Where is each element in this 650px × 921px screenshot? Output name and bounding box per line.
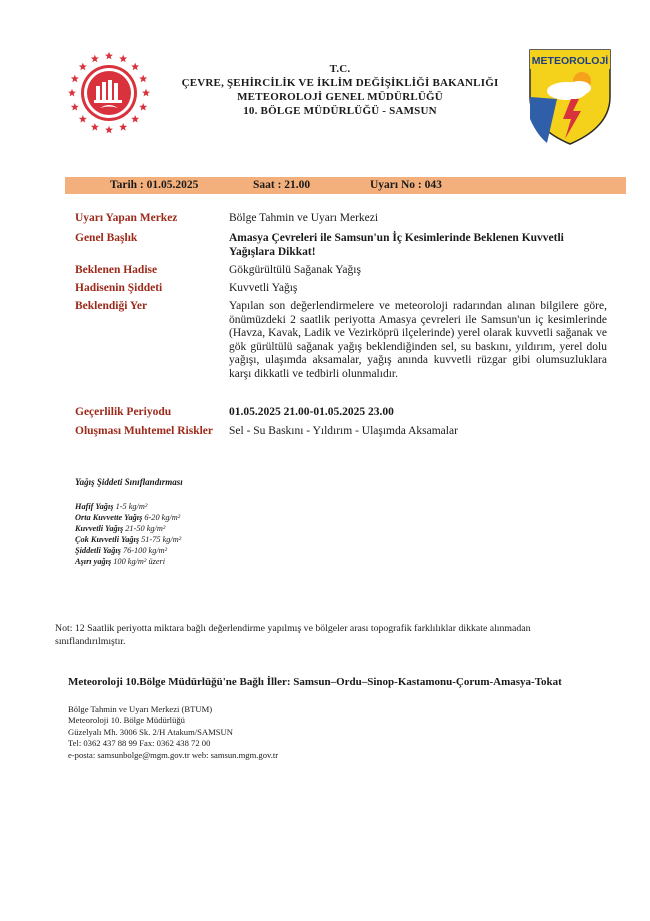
class-range: 1-5 kg/m² [115, 502, 148, 511]
emblem-star [142, 89, 150, 97]
logo-text: METEOROLOJİ [531, 55, 609, 67]
classification-item [75, 556, 181, 567]
warning-time: Saat : 21.00 [253, 179, 311, 191]
classification-item [75, 534, 181, 545]
expected-place-value: Yapılan son değerlendirmelere ve meteoroloji radarından alınan bilgilere göre, önümüzdeki 2 saatlik periyotta Amasya çevreleri ile Samsun'un iç kesimlerinde (Havza, Kavak, Ladik ve Vezirköprü ilçelerinde) yerel olarak kuvvetli sağanak ve gök gürültülü sağanak yağış beklendiğinden sel, su baskını, yıldırım, yerel dolu yağışı, ulaşımda aksamalar, yağış anında kuvvetli rüzgar gibi olumsuzluklara karşı dikkatli ve tedbirli olunmalıdır. [229, 300, 607, 380]
class-range: 100 kg/m² üzeri [113, 557, 166, 566]
emblem-star [91, 55, 99, 63]
footer-line-5: e-posta: samsunbolge@mgm.gov.tr web: samsun.mgm.gov.tr [68, 749, 279, 760]
emblem-star [91, 123, 99, 131]
class-name: Şiddetli Yağış [75, 546, 121, 555]
class-name: Kuvvetli Yağış [75, 524, 124, 533]
warning-date: Tarih : 01.05.2025 [110, 179, 199, 191]
risks-label: Oluşması Muhtemel Riskler [75, 425, 213, 437]
emblem-star [131, 63, 139, 71]
center-value: Bölge Tahmin ve Uyarı Merkezi [229, 212, 379, 224]
header-line-3: METEOROLOJİ GENEL MÜDÜRLÜĞÜ [237, 91, 443, 103]
emblem-star [79, 115, 87, 123]
footer-line-3: Güzelyalı Mh. 3006 Sk. 2/H Atakum/SAMSUN [68, 726, 233, 737]
class-range: 76-100 kg/m² [122, 546, 168, 555]
meteoroloji-logo [527, 47, 613, 147]
classification-list [75, 501, 181, 567]
emblem-star [139, 75, 147, 83]
emblem-star [119, 55, 127, 63]
class-range: 21-50 kg/m² [125, 524, 166, 533]
emblem-star [105, 52, 113, 60]
classification-title: Yağış Şiddeti Sınıflandırması [75, 477, 183, 487]
warning-info-bar [65, 177, 626, 194]
expected-event-label: Beklenen Hadise [75, 264, 158, 276]
emblem-star [79, 63, 87, 71]
footer-line-1: Bölge Tahmin ve Uyarı Merkezi (BTUM) [68, 704, 213, 714]
class-range: 51-75 kg/m² [141, 535, 182, 544]
general-title-label: Genel Başlık [75, 232, 138, 244]
class-name: Çok Kuvvetli Yağış [75, 535, 140, 544]
emblem-star [105, 126, 113, 134]
warning-number: Uyarı No : 043 [370, 179, 442, 191]
severity-value: Kuvvetli Yağış [229, 282, 298, 294]
classification-item [75, 512, 181, 523]
ministry-logo [66, 50, 152, 136]
risks-value: Sel - Su Baskını - Yıldırım - Ulaşımda Aksamalar [229, 425, 458, 437]
emblem-star [71, 75, 79, 83]
header-line-1: T.C. [329, 63, 351, 75]
emblem-star [131, 115, 139, 123]
header-line-4: 10. BÖLGE MÜDÜRLÜĞÜ - SAMSUN [243, 105, 437, 117]
header-title-block [150, 62, 530, 118]
footer-line-4: Tel: 0362 437 88 99 Fax: 0362 438 72 00 [68, 738, 211, 749]
validity-value: 01.05.2025 21.00-01.05.2025 23.00 [229, 406, 394, 418]
class-range: 6-20 kg/m² [144, 513, 181, 522]
general-title-value: Amasya Çevreleri ile Samsun'un İç Kesimlerinde Beklenen Kuvvetli Yağışlara Dikkat! [229, 232, 564, 258]
classification-item [75, 523, 181, 534]
class-name: Aşırı yağış [75, 557, 112, 566]
emblem-star [119, 123, 127, 131]
expected-event-value: Gökgürültülü Sağanak Yağış [229, 264, 361, 276]
contact-footer [68, 704, 278, 761]
classification-item [75, 545, 181, 556]
header-line-2: ÇEVRE, ŞEHİRCİLİK VE İKLİM DEĞİŞİKLİĞİ BAKANLIĞI [181, 77, 499, 89]
validity-label: Geçerlilik Periyodu [75, 406, 172, 418]
class-name: Orta Kuvvette Yağış [75, 513, 143, 522]
class-name: Hafif Yağış [75, 502, 114, 511]
note-text: Not: 12 Saatlik periyotta miktara bağlı değerlendirme yapılmış ve bölgeler arası topografik farklılıklar dikkate alınmadan sınıflandırılmıştır. [55, 623, 531, 647]
emblem-star [139, 103, 147, 111]
center-label: Uyarı Yapan Merkez [75, 212, 178, 224]
emblem-star [68, 89, 76, 97]
expected-place-label: Beklendiği Yer [75, 300, 148, 312]
emblem-star [71, 103, 79, 111]
provinces-line: Meteoroloji 10.Bölge Müdürlüğü'ne Bağlı İller: Samsun–Ordu–Sinop-Kastamonu-Çorum-Amasya-Tokat [68, 676, 562, 688]
classification-item [75, 501, 181, 512]
footer-line-2: Meteoroloji 10. Bölge Müdürlüğü [68, 715, 185, 726]
severity-label: Hadisenin Şiddeti [75, 282, 163, 294]
